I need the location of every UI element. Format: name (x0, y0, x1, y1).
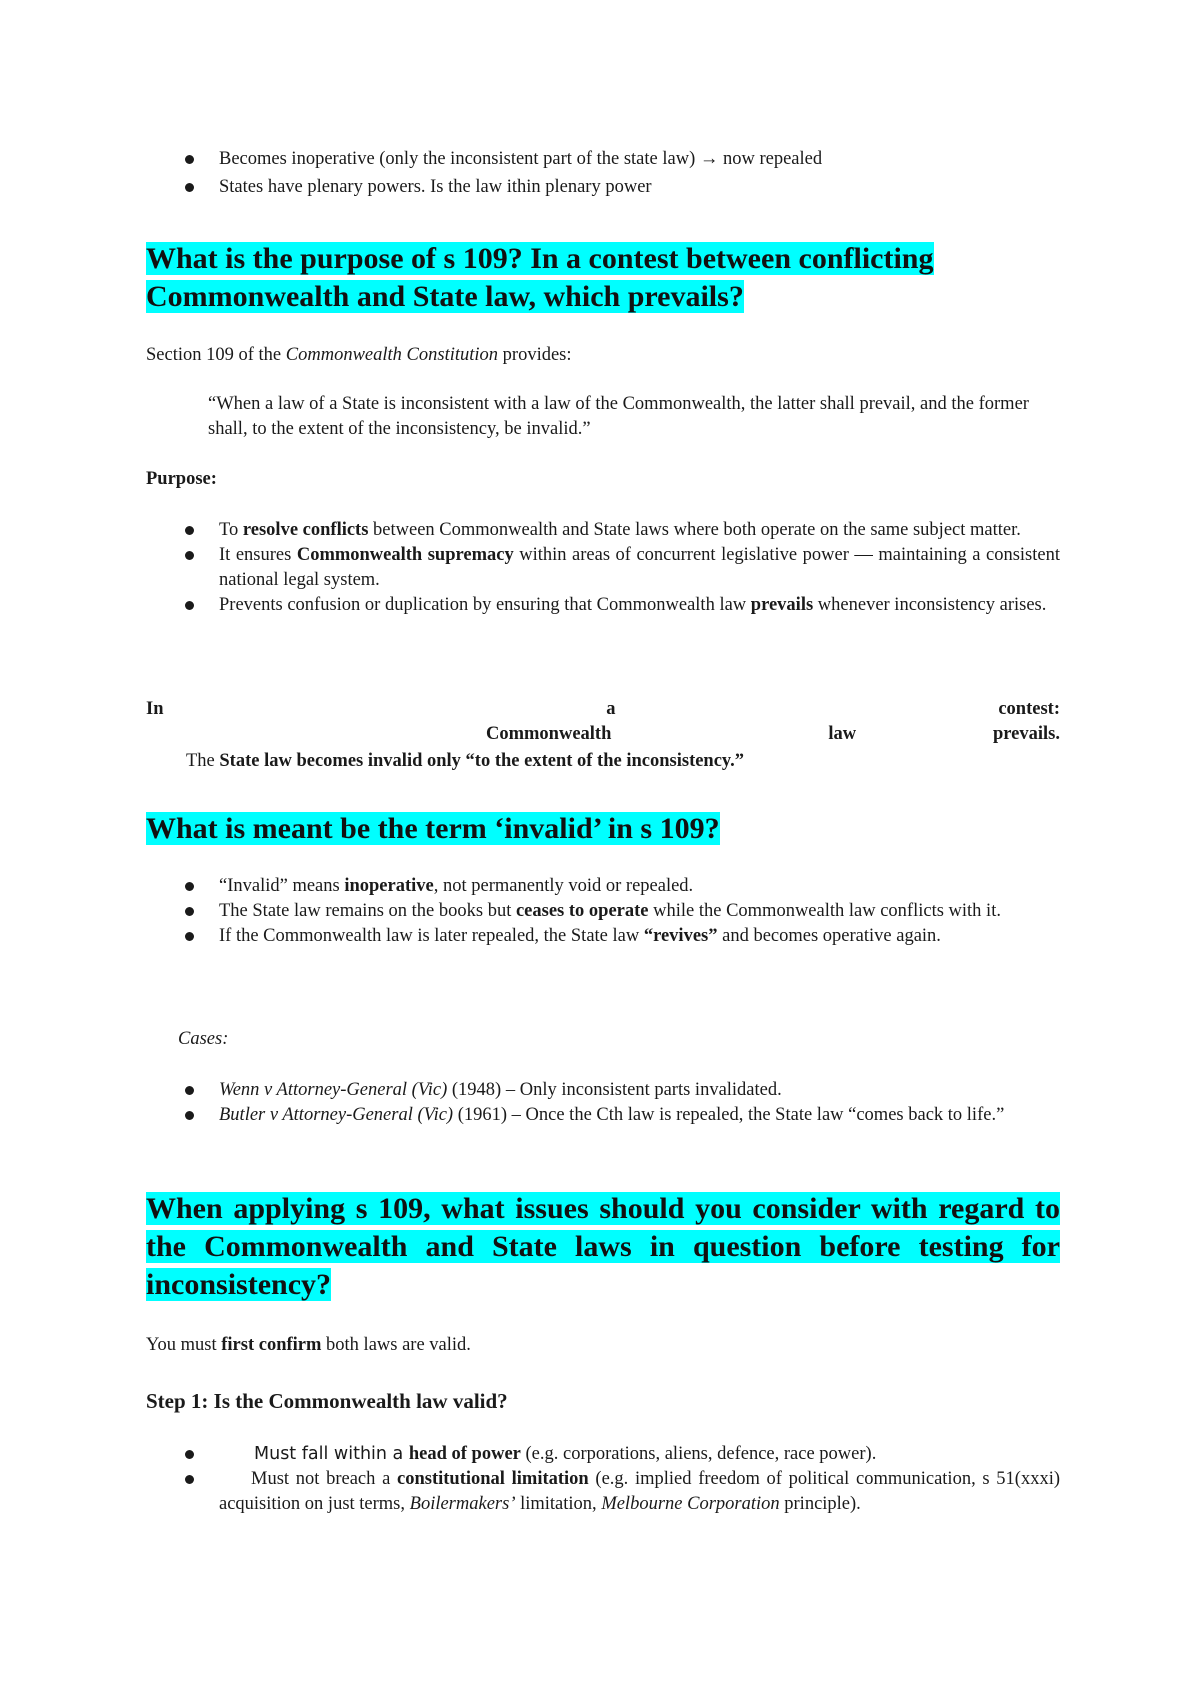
intro-bullet-list (146, 147, 1060, 200)
list-item: Must fall within a head of power (e.g. corporations, aliens, defence, race power). (146, 1442, 1060, 1467)
bullet-icon (185, 932, 194, 941)
list-item: The State law remains on the books but ceases to operate while the Commonwealth law conflicts with it. (146, 899, 1060, 924)
list-item: Becomes inoperative (only the inconsistent part of the state law) → now repealed (146, 147, 1060, 172)
section-heading: What is meant be the term ‘invalid’ in s 109? (146, 812, 720, 845)
bullet-icon (185, 1111, 194, 1120)
list-item: “Invalid” means inoperative, not permanently void or repealed. (146, 874, 1060, 899)
purpose-bullet-list (146, 518, 1060, 618)
bullet-icon (185, 155, 194, 164)
bullet-icon (185, 882, 194, 891)
section-heading: When applying s 109, what issues should you consider with regard to the Commonwealth and State laws in question before testing for inconsistency? (146, 1192, 1060, 1301)
bullet-icon (185, 551, 194, 560)
cases-label: Cases: (178, 1029, 229, 1049)
list-item: Wenn v Attorney-General (Vic) (1948) – Only inconsistent parts invalidated. (146, 1078, 1060, 1103)
list-item: To resolve conflicts between Commonwealth and State laws where both operate on the same subject matter. (146, 518, 1060, 543)
section-heading: What is the purpose of s 109? In a contest between conflicting Commonwealth and State law, which prevails? (146, 242, 934, 313)
list-item: Butler v Attorney-General (Vic) (1961) – Once the Cth law is repealed, the State law “comes back to life.” (146, 1103, 1060, 1128)
contest-line: Commonwealth law prevails. (486, 724, 1060, 744)
cases-list (146, 1078, 1060, 1128)
list-item: Prevents confusion or duplication by ensuring that Commonwealth law prevails whenever inconsistency arises. (146, 593, 1060, 618)
bullet-icon (185, 526, 194, 535)
bullet-icon (185, 1475, 194, 1484)
purpose-label: Purpose: (146, 469, 217, 489)
bullet-icon (185, 1086, 194, 1095)
list-item: If the Commonwealth law is later repealed, the State law “revives” and becomes operative again. (146, 924, 1060, 949)
paragraph: The State law becomes invalid only “to the extent of the inconsistency.” (186, 751, 745, 771)
bullet-icon (185, 1450, 194, 1459)
paragraph: You must first confirm both laws are valid. (146, 1335, 471, 1355)
step1-bullet-list (146, 1442, 1060, 1517)
block-quote: “When a law of a State is inconsistent with a law of the Commonwealth, the latter shall prevail, and the former shall, to the extent of the inconsistency, be invalid.” (208, 394, 1029, 439)
bullet-icon (185, 183, 194, 192)
step-heading: Step 1: Is the Commonwealth law valid? (146, 1389, 508, 1413)
contest-line: In a contest: (146, 699, 1060, 719)
list-item: Must not breach a constitutional limitation (e.g. implied freedom of political communication, s 51(xxxi) acquisition on just terms, Boilermakers’ limitation, Melbourne Corporation principle). (146, 1467, 1060, 1517)
list-item: It ensures Commonwealth supremacy within areas of concurrent legislative power — maintaining a consistent national legal system. (146, 543, 1060, 593)
bullet-icon (185, 601, 194, 610)
paragraph: Section 109 of the Commonwealth Constitution provides: (146, 345, 572, 365)
list-item: States have plenary powers. Is the law ithin plenary power (146, 175, 1060, 200)
bullet-icon (185, 907, 194, 916)
invalid-bullet-list (146, 874, 1060, 949)
